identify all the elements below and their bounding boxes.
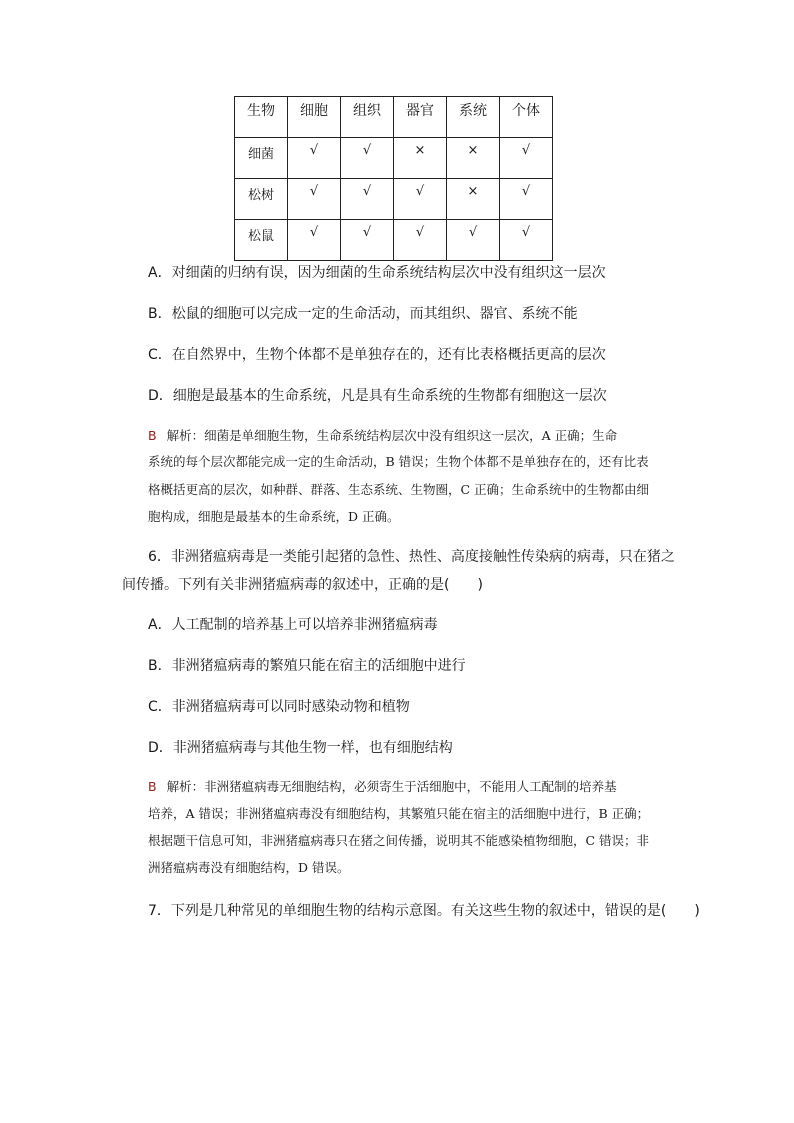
- table-row-label: 松树: [235, 179, 288, 220]
- table-cell: √: [288, 220, 341, 261]
- q6-stem-line2: 间传播。下列有关非洲猪瘟病毒的叙述中，正确的是( ): [122, 577, 483, 593]
- q6-option-d: D．非洲猪瘟病毒与其他生物一样，也有细胞结构: [148, 740, 453, 756]
- q6-analysis-line: 培养，A 错误；非洲猪瘟病毒没有细胞结构，其繁殖只能在宿主的活细胞中进行，B 正确；: [148, 806, 650, 821]
- table-cell: √: [341, 220, 394, 261]
- table-header-row: [235, 97, 553, 138]
- table-cell: √: [447, 220, 500, 261]
- q6-answer-key: B: [148, 779, 157, 794]
- q6-option-b: B．非洲猪瘟病毒的繁殖只能在宿主的活细胞中进行: [148, 658, 466, 674]
- table-cell: √: [500, 179, 553, 220]
- table-cell: ×: [447, 179, 500, 220]
- table-cell: √: [500, 220, 553, 261]
- table-cell: √: [288, 179, 341, 220]
- q6-analysis-line: 根据题干信息可知，非洲猪瘟病毒只在猪之间传播，说明其不能感染植物细胞，C 错误；非: [148, 833, 650, 848]
- structure-level-table: [234, 96, 553, 261]
- q5-option-b: B．松鼠的细胞可以完成一定的生命活动，而其组织、器官、系统不能: [148, 306, 578, 322]
- table-cell: √: [288, 138, 341, 179]
- table-header-cell: 器官: [394, 97, 447, 138]
- q5-answer-key: B: [148, 428, 157, 443]
- q5-option-c: C．在自然界中，生物个体都不是单独存在的，还有比表格概括更高的层次: [148, 347, 606, 363]
- q5-option-d: D．细胞是最基本的生命系统，凡是具有生命系统的生物都有细胞这一层次: [148, 388, 607, 404]
- table-cell: √: [341, 138, 394, 179]
- table-cell: √: [394, 179, 447, 220]
- table-header-cell: 个体: [500, 97, 553, 138]
- table-header-cell: 组织: [341, 97, 394, 138]
- table-cell: ×: [447, 138, 500, 179]
- table-header-cell: 生物: [235, 97, 288, 138]
- table-row: [235, 220, 553, 261]
- q6-stem-line1: 6．非洲猪瘟病毒是一类能引起猪的急性、热性、高度接触性传染病的病毒，只在猪之: [148, 549, 675, 565]
- q6-analysis-line: B 解析：非洲猪瘟病毒无细胞结构，必须寄生于活细胞中，不能用人工配制的培养基: [148, 779, 617, 794]
- table-cell: ×: [394, 138, 447, 179]
- table-header-cell: 细胞: [288, 97, 341, 138]
- q5-option-a: A．对细菌的归纳有误，因为细菌的生命系统结构层次中没有组织这一层次: [148, 265, 606, 281]
- q5-analysis-line: B 解析：细菌是单细胞生物，生命系统结构层次中没有组织这一层次，A 正确；生命: [148, 428, 618, 443]
- q5-analysis-line: 胞构成，细胞是最基本的生命系统，D 正确。: [148, 509, 400, 524]
- q6-analysis-line: 洲猪瘟病毒没有细胞结构，D 错误。: [148, 860, 350, 875]
- q5-analysis-line: 系统的每个层次都能完成一定的生命活动，B 错误；生物个体都不是单独存在的，还有比表: [148, 454, 649, 469]
- table-cell: √: [394, 220, 447, 261]
- table-cell: √: [341, 179, 394, 220]
- q7-stem: 7．下列是几种常见的单细胞生物的结构示意图。有关这些生物的叙述中，错误的是( ): [148, 903, 700, 919]
- q6-option-c: C．非洲猪瘟病毒可以同时感染动物和植物: [148, 699, 410, 715]
- table-row-label: 松鼠: [235, 220, 288, 261]
- q5-analysis-line: 格概括更高的层次，如种群、群落、生态系统、生物圈，C 正确；生命系统中的生物都由细: [148, 482, 650, 497]
- table-header-cell: 系统: [447, 97, 500, 138]
- table-row: [235, 138, 553, 179]
- table-cell: √: [500, 138, 553, 179]
- table-row-label: 细菌: [235, 138, 288, 179]
- table-row: [235, 179, 553, 220]
- q6-option-a: A．人工配制的培养基上可以培养非洲猪瘟病毒: [148, 617, 438, 633]
